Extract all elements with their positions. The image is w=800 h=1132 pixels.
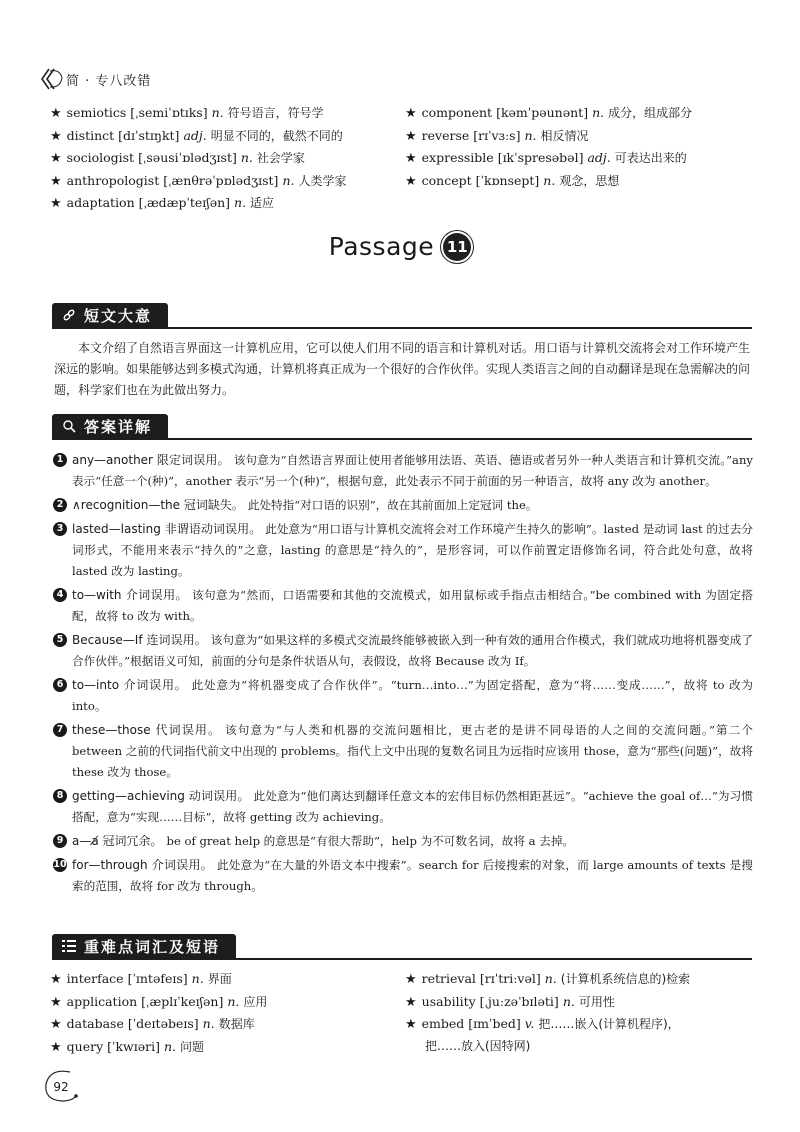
star-icon: ★ [405, 972, 417, 987]
vocab-meaning: 界面 [207, 972, 232, 986]
vocab-section-title: 重难点词汇及短语 [84, 937, 221, 956]
answer-key: lasted—lasting 非谓语动词误用。 [72, 522, 262, 536]
vocab-pos: n. [543, 172, 556, 188]
chevron-emblem-icon [38, 66, 64, 92]
vocab-meaning: 符号语言，符号学 [227, 106, 324, 120]
magnifier-icon [62, 419, 76, 433]
vocab-item [405, 991, 770, 1014]
answer-item [53, 585, 753, 627]
vocab-phonetic: [ˌsəusiˈɒlədʒɪst] [138, 150, 237, 165]
answers-banner [52, 414, 752, 440]
answer-key: these—those 代词误用。 [72, 723, 222, 737]
vocab-meaning: 观念，思想 [559, 173, 620, 188]
answer-item [53, 855, 753, 897]
star-icon: ★ [405, 128, 417, 144]
answer-item [53, 495, 753, 516]
vocab-phonetic: [ˌjuːzəˈbɪləti] [479, 993, 559, 1009]
answer-key: to—into 介词误用。 [72, 678, 188, 692]
answer-item [53, 630, 753, 672]
vocab-phonetic: [kəmˈpəunənt] [496, 105, 589, 120]
vocab-word: database [66, 1016, 124, 1031]
vocab-pos: v. [524, 1016, 535, 1031]
answer-key: for—through 介词误用。 [72, 858, 213, 872]
vocab-word: expressible [421, 150, 494, 165]
vocab-item [50, 968, 405, 991]
answers-banner-tab [52, 414, 168, 438]
answer-number: 10 [53, 859, 67, 870]
answers-list [53, 450, 753, 897]
answer-key: a—a̸ 冠词冗余。 [72, 834, 163, 848]
star-icon: ★ [50, 106, 62, 121]
vocab-item [405, 147, 770, 170]
answer-number: 7 [53, 723, 67, 737]
vocab-word: application [66, 993, 138, 1009]
vocab-meaning: 明显不同的，截然不同的 [210, 128, 343, 143]
vocab-word: retrieval [421, 971, 476, 986]
vocab-pos: n. [592, 105, 605, 120]
answer-key: to—with 介词误用。 [72, 588, 188, 602]
vocab-phonetic: [ɪmˈbed] [468, 1016, 521, 1031]
vocab-item [405, 125, 770, 148]
vocab-phonetic: [ˌsemiˈɒtɪks] [130, 105, 208, 120]
star-icon: ★ [50, 128, 62, 144]
vocab-phonetic: [ˌæplɪˈkeɪʃən] [141, 993, 224, 1009]
vocab-word: adaptation [66, 195, 135, 210]
vocab-item [405, 1013, 770, 1057]
star-icon: ★ [50, 151, 62, 166]
vocab-word: anthropologist [66, 172, 160, 188]
vocab-phonetic: [dɪˈstɪŋkt] [118, 127, 180, 143]
star-icon: ★ [50, 173, 62, 189]
link-icon [62, 308, 76, 322]
vocab-item [405, 170, 770, 193]
vocab-word: distinct [66, 127, 115, 143]
vocab-phonetic: [ˌædæpˈteɪʃən] [138, 195, 231, 210]
passage-word: Passage [328, 232, 435, 261]
vocab-word: reverse [421, 127, 470, 143]
answer-explanation: 该句意为“如果这样的多模式交流最终能够被嵌入到一种有效的通用合作模式，我们就成功地将机器变成了合作伙伴。”根据语义可知，前面的分句是条件状语从句，表假设，故将 Because 改为 If。 [72, 633, 753, 668]
vocab-item [50, 192, 405, 215]
vocab-meaning: 社会学家 [256, 151, 305, 165]
summary-banner-tab [52, 303, 168, 327]
banner-rule [52, 958, 752, 960]
answer-item [53, 675, 753, 717]
list-icon [62, 939, 76, 953]
vocab-phonetic: [rɪˈtriːvəl] [479, 971, 541, 986]
star-icon: ★ [50, 972, 62, 987]
vocab-top [50, 102, 770, 215]
vocab-top-left-column [50, 102, 405, 215]
vocab-meaning: 应用 [243, 994, 268, 1009]
vocab-meaning: 人类学家 [298, 173, 347, 188]
vocab-bottom [50, 968, 770, 1058]
vocab-pos: n. [562, 993, 575, 1009]
answer-number: 6 [53, 678, 67, 692]
passage-number-badge: 11 [443, 233, 471, 261]
star-icon: ★ [50, 1017, 62, 1032]
vocab-pos: n. [282, 172, 295, 188]
vocab-meaning: 相反情况 [540, 128, 589, 143]
answer-key: ∧recognition—the 冠词缺失。 [72, 498, 244, 512]
running-header [38, 66, 151, 92]
answer-item [53, 786, 753, 828]
vocab-pos: n. [544, 971, 557, 986]
vocab-meaning: 可用性 [578, 994, 615, 1009]
answers-title: 答案详解 [84, 417, 153, 436]
answer-number: 1 [53, 453, 67, 467]
answer-explanation: 此处意为“在大量的外语文本中搜索”。search for 后接搜索的对象，而 large amounts of texts 是搜索的范围，故将 for 改为 through。 [72, 858, 753, 893]
vocab-meaning-continued: 把……放入(因特网) [425, 1038, 531, 1053]
vocab-phonetic: [ˈdeɪtəbeɪs] [127, 1016, 199, 1031]
vocab-banner-tab [52, 934, 236, 958]
vocab-meaning: (计算机系统信息的)检索 [560, 972, 691, 986]
star-icon: ★ [50, 994, 62, 1010]
answer-item [53, 720, 753, 783]
vocab-phonetic: [ˈkɒnsept] [475, 172, 540, 188]
vocab-item [405, 102, 770, 125]
vocab-pos: n. [191, 971, 204, 986]
vocab-item [50, 170, 405, 193]
vocab-word: semiotics [66, 105, 127, 120]
vocab-bottom-left-column [50, 968, 405, 1058]
vocab-word: embed [421, 1016, 465, 1031]
star-icon: ★ [405, 1017, 417, 1032]
star-icon: ★ [405, 106, 417, 121]
star-icon: ★ [405, 151, 417, 166]
vocab-top-right-column [405, 102, 770, 215]
page-number: 92 [53, 1080, 69, 1094]
vocab-pos: n. [211, 105, 224, 120]
vocab-meaning: 问题 [180, 1039, 205, 1054]
answer-number: 2 [53, 498, 67, 512]
vocab-pos: n. [240, 150, 253, 165]
vocab-word: usability [421, 993, 476, 1009]
answer-number: 8 [53, 789, 67, 803]
answer-item [53, 831, 753, 852]
header-text: 简 · 专八改错 [66, 73, 152, 89]
vocab-bottom-right-column [405, 968, 770, 1058]
answer-number: 5 [53, 633, 67, 647]
summary-banner [52, 303, 752, 329]
star-icon: ★ [405, 173, 417, 189]
answer-explanation: 此处特指“对口语的识别”，故在其前面加上定冠词 the。 [247, 498, 538, 512]
vocab-phonetic: [ˌænθrəˈpɒlədʒɪst] [163, 172, 279, 188]
vocab-item [50, 147, 405, 170]
vocab-pos: adj. [183, 127, 207, 143]
banner-rule [52, 438, 752, 440]
answer-explanation: 该句意为“然而，口语需要和其他的交流模式，如用鼠标或手指点击相结合。”be combined with 为固定搭配，故将 to 改为 with。 [72, 588, 754, 623]
vocab-word: query [66, 1038, 104, 1054]
vocab-item [50, 1013, 405, 1036]
star-icon: ★ [50, 1039, 62, 1055]
answer-key: any—another 限定词误用。 [72, 453, 230, 467]
star-icon: ★ [50, 196, 62, 211]
answer-number: 9 [53, 834, 67, 848]
vocab-phonetic: [ɪkˈspresəbəl] [497, 150, 584, 165]
vocab-item [50, 102, 405, 125]
vocab-item [50, 991, 405, 1014]
vocab-word: interface [66, 971, 124, 986]
vocab-meaning: 把……嵌入(计算机程序)， [538, 1017, 680, 1031]
answer-number: 3 [53, 522, 67, 536]
vocab-banner [52, 934, 752, 960]
vocab-meaning: 数据库 [218, 1017, 255, 1031]
vocab-pos: adj. [587, 150, 611, 165]
vocab-phonetic: [ˈkwɪəri] [107, 1038, 160, 1054]
vocab-pos: n. [524, 127, 537, 143]
answer-explanation: 该句意为“自然语言界面让使用者能够用法语、英语、德语或者另外一种人类语言和计算机交流。”any 表示“任意一个(种)”，another 表示“另一个(种)”，根据句意，此处表示不同于前面的另一种语言，故将 any 改为 another。 [72, 453, 753, 488]
vocab-phonetic: [rɪˈvɜːs] [473, 127, 521, 143]
vocab-meaning: 成分，组成部分 [608, 106, 693, 120]
answer-explanation: be of great help 的意思是“有很大帮助”，help 为不可数名词，故将 a 去掉。 [166, 834, 575, 848]
answer-explanation: 此处意为“用口语与计算机交流将会对工作环境产生持久的影响”。lasted 是动词 last 的过去分词形式，不能用来表示“持久的”之意，lasting 的意思是“持久的”，是形容词，可以作前置定语修饰名词，符合此处句意，故将 lasted 改为 lasting。 [72, 522, 753, 578]
vocab-item [50, 1036, 405, 1059]
answer-item [53, 519, 753, 582]
vocab-phonetic: [ˈɪntəfeɪs] [127, 971, 188, 986]
passage-title [0, 232, 800, 261]
vocab-word: component [421, 105, 493, 120]
vocab-meaning: 可表达出来的 [614, 151, 687, 165]
vocab-word: concept [421, 172, 472, 188]
banner-rule [52, 327, 752, 329]
answer-key: getting—achieving 动词误用。 [72, 789, 250, 803]
answer-explanation: 此处意为“将机器变成了合作伙伴”。“turn…into…”为固定搭配，意为“将……变成……”，故将 to 改为 into。 [72, 678, 753, 713]
vocab-item [50, 125, 405, 148]
vocab-word: sociologist [66, 150, 135, 165]
vocab-pos: n. [234, 195, 247, 210]
summary-text: 本文介绍了自然语言界面这一计算机应用，它可以使人们用不同的语言和计算机对话。用口语与计算机交流将会对工作环境产生深远的影响。如果能够达到多模式沟通，计算机将真正成为一个很好的合作伙伴。实现人类语言之间的自动翻译是现在急需解决的问题，科学家们也在为此做出努力。 [54, 341, 751, 397]
summary-title: 短文大意 [84, 306, 153, 325]
answer-item [53, 450, 753, 492]
vocab-meaning: 适应 [250, 196, 275, 210]
answer-explanation: 该句意为“与人类和机器的交流问题相比，更古老的是讲不同母语的人之间的交流问题。”第二个 between 之前的代词指代前文中出现的 problems。指代上文中出现的复数名词且为远指时应该用 those，意为“那些(问题)”，故将 these 改为 those。 [72, 723, 753, 779]
answer-explanation: 此处意为“他们离达到翻译任意文本的宏伟目标仍然相距甚远”。“achieve the goal of…”为习惯搭配，意为“实现……目标”，故将 getting 改为 achieving。 [72, 789, 753, 824]
vocab-pos: n. [163, 1038, 177, 1054]
answer-number: 4 [53, 588, 67, 602]
vocab-item [405, 968, 770, 991]
vocab-pos: n. [202, 1016, 215, 1031]
star-icon: ★ [405, 994, 417, 1010]
vocab-pos: n. [227, 993, 240, 1009]
answer-key: Because—If 连词误用。 [72, 633, 207, 647]
